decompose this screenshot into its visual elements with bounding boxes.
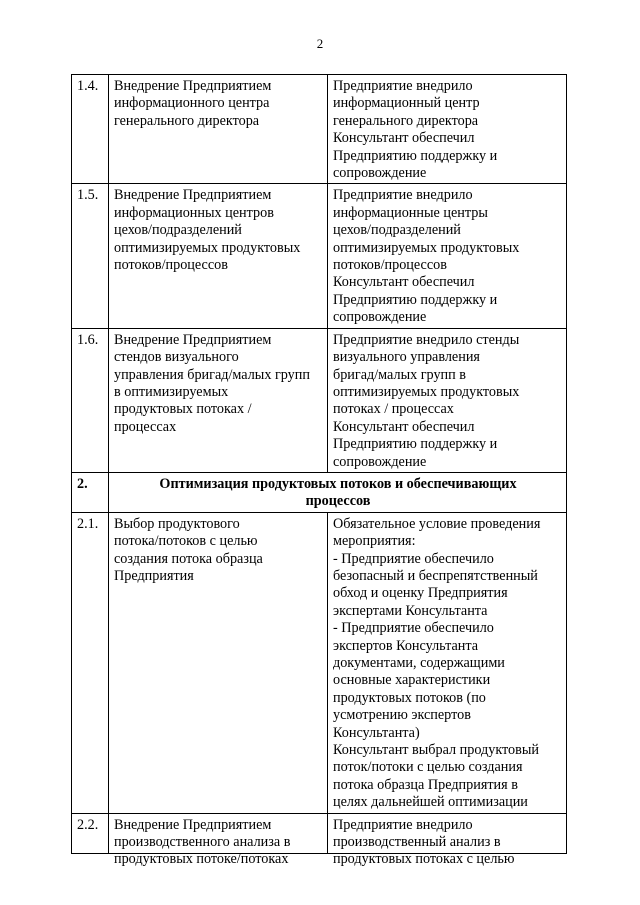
task-cell bbox=[109, 75, 328, 184]
task-cell-line: Внедрение Предприятием bbox=[114, 331, 272, 348]
result-cell-line: Предприятие внедрило bbox=[333, 187, 473, 204]
result-cell-line: обход и оценку Предприятия bbox=[333, 585, 508, 602]
section-header-row bbox=[72, 472, 567, 512]
result-cell-line: поток/потоки с целью создания bbox=[333, 759, 523, 776]
row-number: 1.6. bbox=[72, 328, 109, 472]
result-cell-line: Предприятие внедрило bbox=[333, 816, 473, 833]
task-cell bbox=[109, 328, 328, 472]
result-cell-line: информационный центр bbox=[333, 95, 480, 112]
task-cell-line: генерального директора bbox=[114, 112, 260, 129]
result-cell-line: генерального директора bbox=[333, 112, 479, 129]
result-cell-line: визуального управления bbox=[333, 349, 480, 366]
result-cell-line: Консультант обеспечил bbox=[333, 274, 475, 291]
result-cell-line: Обязательное условие проведения bbox=[333, 515, 541, 532]
task-cell bbox=[109, 512, 328, 813]
section-title bbox=[109, 472, 567, 512]
task-cell bbox=[109, 184, 328, 328]
row-number: 1.5. bbox=[72, 184, 109, 328]
result-cell-line: потоков/процессов bbox=[333, 257, 447, 274]
result-cell-line: сопровождение bbox=[333, 309, 427, 326]
result-cell-line: оптимизируемых продуктовых bbox=[333, 383, 520, 400]
table-row bbox=[72, 512, 567, 813]
result-cell-line: оптимизируемых продуктовых bbox=[333, 239, 520, 256]
result-cell-line: Консультанта) bbox=[333, 724, 420, 741]
task-cell-line: Выбор продуктового bbox=[114, 515, 240, 532]
task-cell-line: производственного анализа в bbox=[114, 834, 291, 851]
task-cell-line: Предприятия bbox=[114, 567, 194, 584]
row-number: 1.4. bbox=[72, 75, 109, 184]
page-number: 2 bbox=[316, 36, 324, 51]
result-cell-line: документами, содержащими bbox=[333, 655, 505, 671]
task-cell-line: Внедрение Предприятием bbox=[114, 187, 272, 204]
result-cell-line: потоках / процессах bbox=[333, 401, 454, 418]
result-cell-line: целях дальнейшей оптимизации bbox=[333, 794, 528, 811]
result-cell-line: потока образца Предприятия в bbox=[333, 776, 518, 793]
row-number: 2.2. bbox=[72, 813, 109, 853]
task-cell-line: процессах bbox=[114, 418, 177, 435]
section-title-line: процессов bbox=[305, 493, 371, 510]
result-cell-line: сопровождение bbox=[333, 453, 427, 470]
activities-table bbox=[71, 74, 567, 868]
row-number: 2.1. bbox=[72, 512, 109, 813]
result-cell-line: бригад/малых групп в bbox=[333, 366, 466, 383]
result-cell-line: продуктовых потоках с целью bbox=[333, 851, 515, 868]
table-row bbox=[72, 75, 567, 184]
table-row bbox=[72, 813, 567, 853]
result-cell-line: информационные центры bbox=[333, 204, 488, 221]
task-cell-line: управления бригад/малых групп bbox=[114, 366, 310, 383]
result-cell-line: мероприятия: bbox=[333, 533, 416, 550]
result-cell-line: - Предприятие обеспечило bbox=[333, 550, 494, 567]
result-cell bbox=[328, 184, 567, 328]
activities-table-body bbox=[72, 75, 567, 868]
result-cell-line: экспертов Консультанта bbox=[333, 637, 479, 654]
result-cell-line: производственный анализ в bbox=[333, 834, 501, 851]
task-cell-line: оптимизируемых продуктовых bbox=[114, 239, 301, 256]
task-cell bbox=[109, 813, 328, 868]
result-cell-line: Предприятие внедрило стенды bbox=[333, 331, 520, 348]
result-cell bbox=[328, 328, 567, 472]
result-cell bbox=[328, 75, 567, 184]
task-cell-line: потока/потоков с целью bbox=[114, 533, 258, 550]
table-row bbox=[72, 328, 567, 472]
result-cell bbox=[328, 512, 567, 813]
task-cell-line: Внедрение Предприятием bbox=[114, 816, 272, 833]
result-cell-line: - Предприятие обеспечило bbox=[333, 620, 494, 637]
result-cell-line: Предприятие внедрило bbox=[333, 78, 473, 94]
result-cell-line: усмотрению экспертов bbox=[333, 707, 471, 724]
result-cell-line: Консультант выбрал продуктовый bbox=[333, 742, 539, 759]
result-cell-line: цехов/подразделений bbox=[333, 222, 461, 239]
result-cell-line: сопровождение bbox=[333, 165, 427, 182]
task-cell-line: создания потока образца bbox=[114, 550, 263, 567]
task-cell-line: стендов визуального bbox=[114, 349, 239, 366]
result-cell-line: Консультант обеспечил bbox=[333, 418, 475, 435]
result-cell bbox=[328, 813, 567, 868]
task-cell-line: продуктовых потоке/потоках bbox=[114, 851, 289, 868]
result-cell-line: Предприятию поддержку и bbox=[333, 147, 498, 164]
task-cell-line: информационного центра bbox=[114, 95, 270, 112]
result-cell-line: безопасный и беспрепятственный bbox=[333, 567, 538, 584]
result-cell-line: экспертами Консультанта bbox=[333, 602, 488, 619]
result-cell-line: основные характеристики bbox=[333, 672, 491, 689]
table-row bbox=[72, 184, 567, 328]
result-cell-line: Предприятию поддержку и bbox=[333, 436, 498, 453]
section-title-line: Оптимизация продуктовых потоков и обеспечивающих bbox=[159, 475, 517, 492]
task-cell-line: информационных центров bbox=[114, 204, 274, 221]
task-cell-line: потоков/процессов bbox=[114, 257, 228, 274]
task-cell-line: цехов/подразделений bbox=[114, 222, 242, 239]
result-cell-line: Предприятию поддержку и bbox=[333, 291, 498, 308]
result-cell-line: продуктовых потоков (по bbox=[333, 689, 486, 706]
section-number: 2. bbox=[72, 472, 109, 512]
task-cell-line: Внедрение Предприятием bbox=[114, 78, 272, 94]
task-cell-line: продуктовых потоках / bbox=[114, 401, 252, 418]
task-cell-line: в оптимизируемых bbox=[114, 383, 229, 400]
result-cell-line: Консультант обеспечил bbox=[333, 130, 475, 147]
